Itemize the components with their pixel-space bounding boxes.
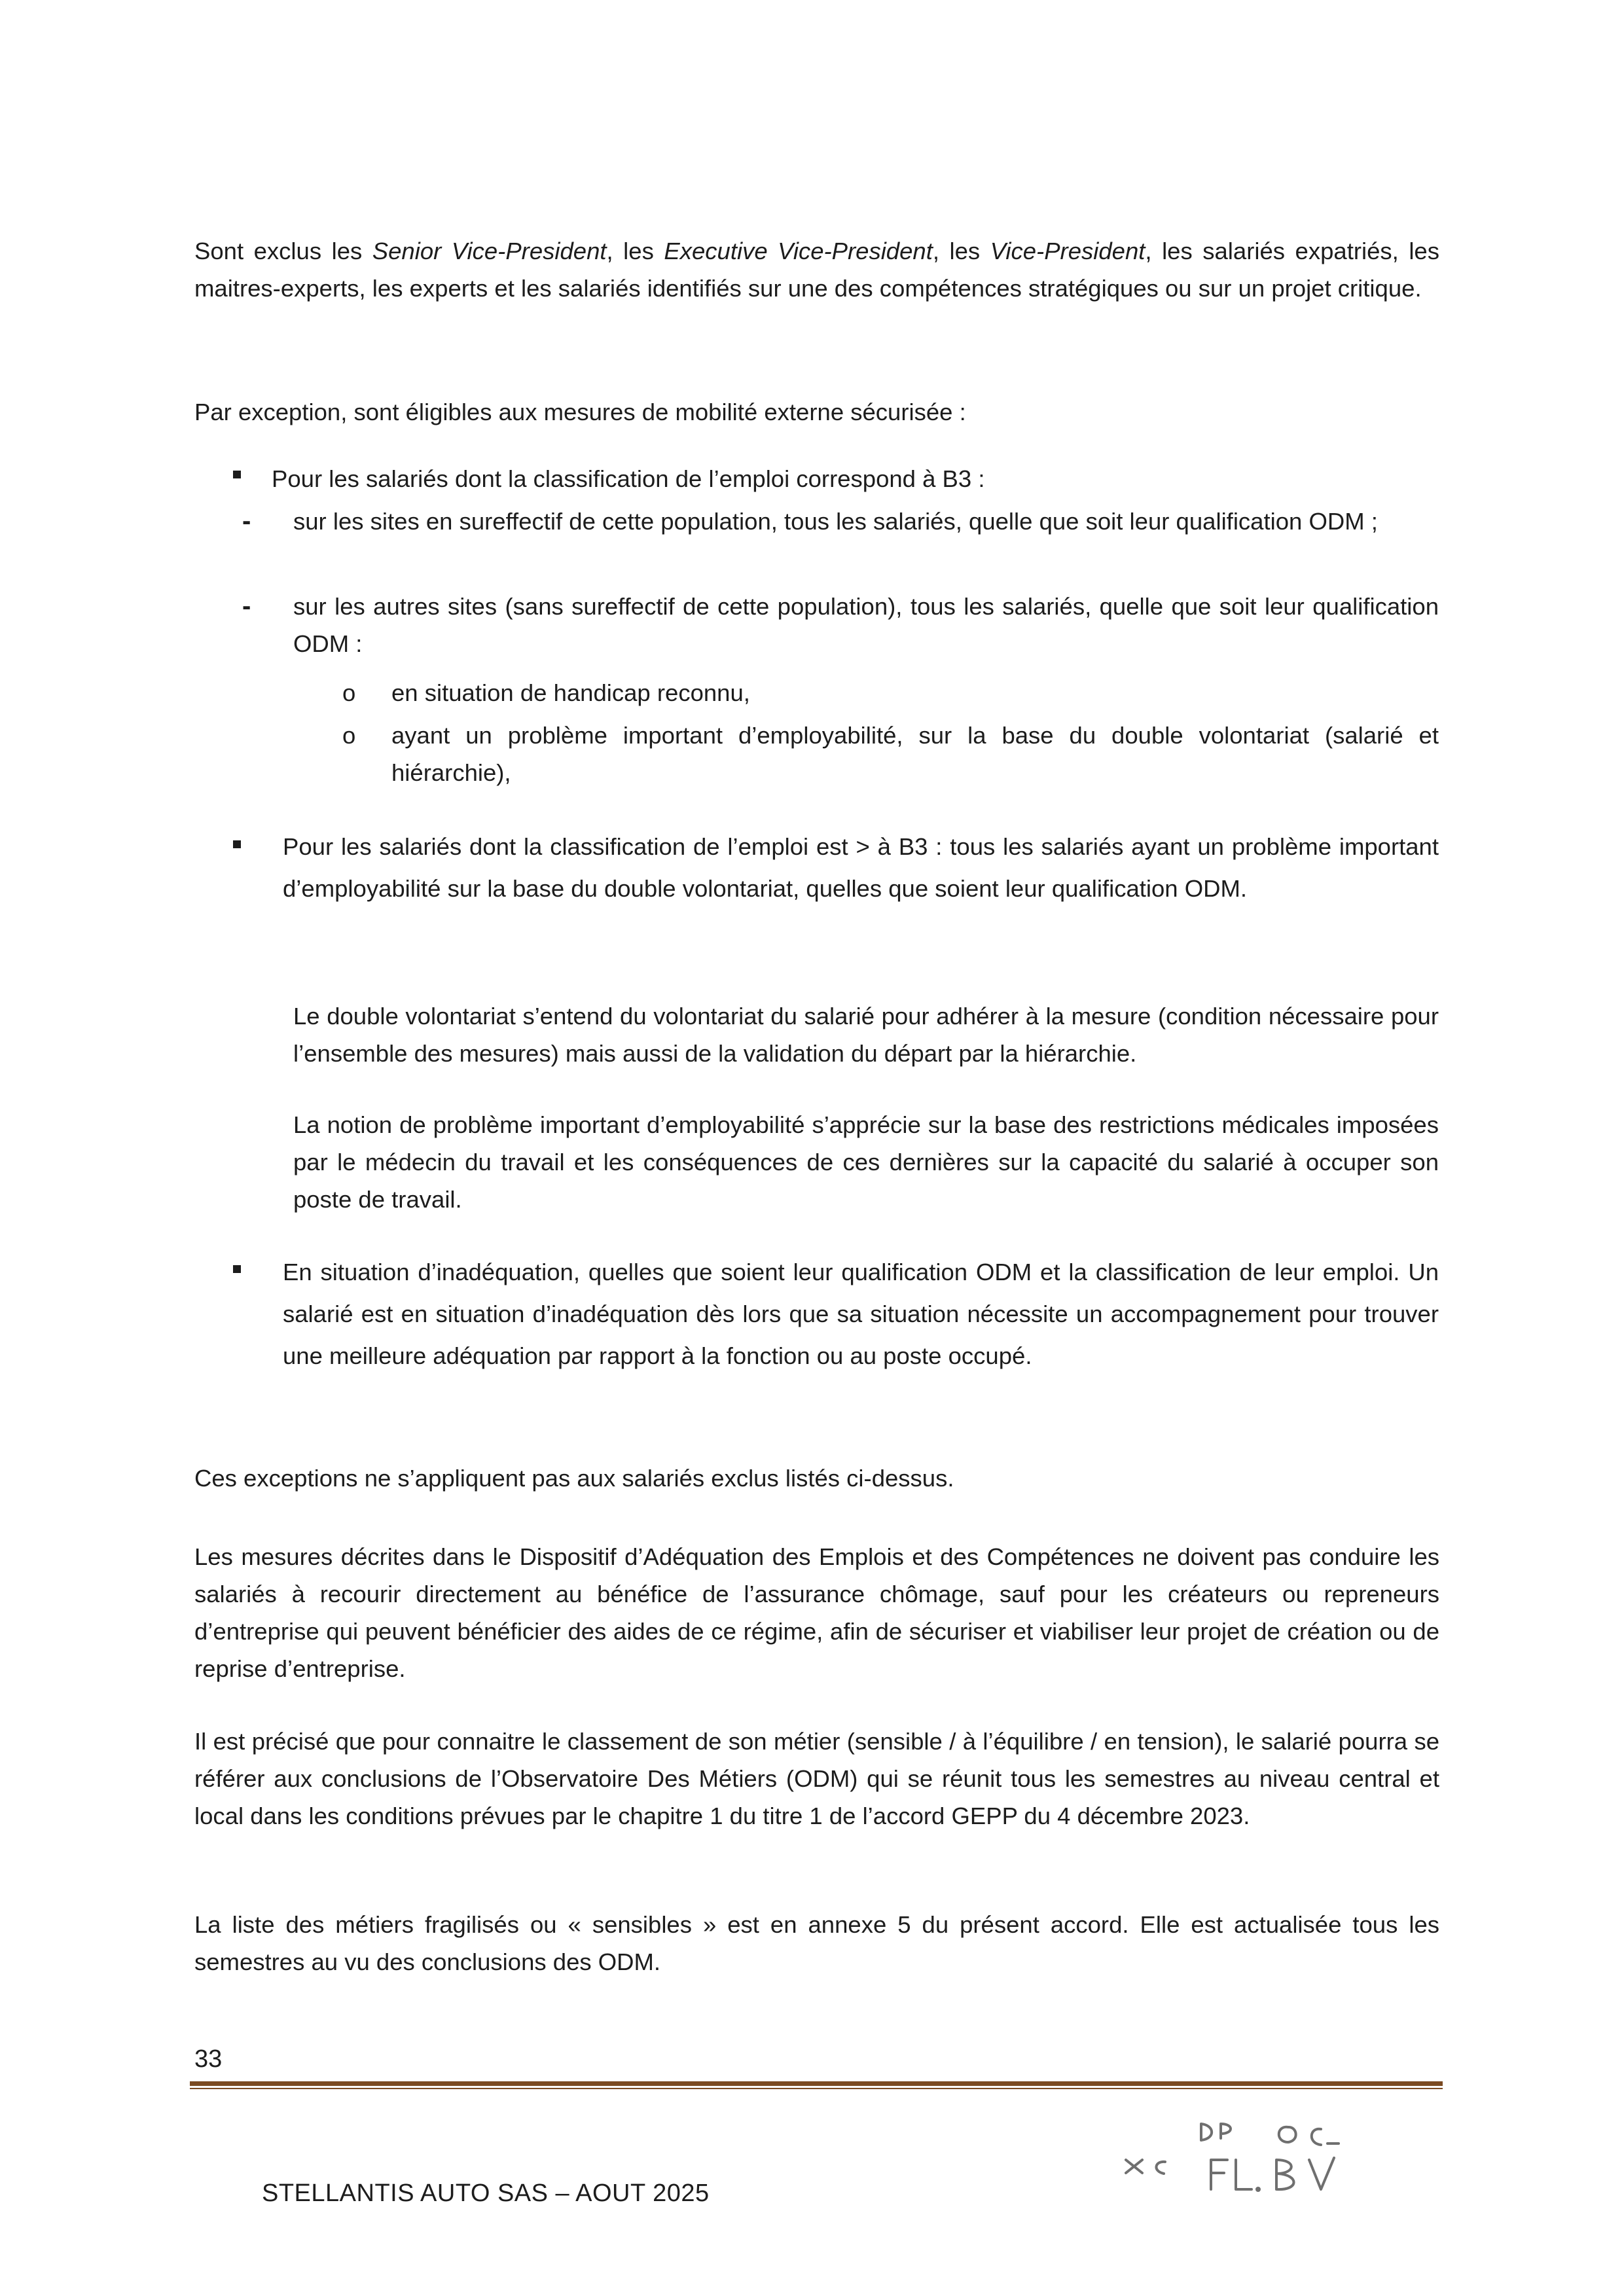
note-employability-problem: La notion de problème important d’employabilité s’apprécie sur la base des restrictions médicales imposées par le médecin du travail et les conséquences de ces dernières sur la capacité du salarié à occuper son poste de travail. <box>293 1111 1439 1213</box>
exceptions-note: Ces exceptions ne s’appliquent pas aux salariés exclus listés ci-dessus. <box>194 1465 954 1492</box>
footer-divider-thin <box>190 2088 1443 2089</box>
sub-sub-item-employability: ayant un problème important d’employabilité, sur la base du double volontariat (salarié et hiérarchie), <box>391 722 1439 786</box>
text-run: Sont exclus les <box>194 238 372 264</box>
text-run: , les salariés expatriés, les maitres-experts, les experts et les salariés identifiés sur une des compétences stratégiques ou sur un projet critique. <box>194 238 1439 302</box>
italic-term: Executive Vice-President <box>664 238 933 264</box>
bullet-above-b3: Pour les salariés dont la classification de l’emploi est > à B3 : tous les salariés ayant un problème important d’employabilité sur la base du double volontariat, quelles que soient leur qualification ODM. <box>283 833 1439 902</box>
bullet-b3-heading: Pour les salariés dont la classification de l’emploi correspond à B3 : <box>272 465 985 492</box>
italic-term: Vice-President <box>990 238 1146 264</box>
note-double-volontariat: Le double volontariat s’entend du volontariat du salarié pour adhérer à la mesure (condition nécessaire pour l’ensemble des mesures) mais aussi de la validation du départ par la hiérarchie. <box>293 1003 1439 1067</box>
fragile-jobs-paragraph: La liste des métiers fragilisés ou « sensibles » est en annexe 5 du présent accord. Elle est actualisée tous les semestres au vu des conclusions des ODM. <box>194 1911 1439 1975</box>
dash-bullet-icon: - <box>242 507 251 535</box>
sub-item-surplus-sites: sur les sites en sureffectif de cette population, tous les salariés, quelle que soit leur qualification ODM ; <box>293 508 1378 535</box>
footer-divider <box>190 2081 1443 2086</box>
footer-company-date: STELLANTIS AUTO SAS – AOUT 2025 <box>262 2179 710 2207</box>
daec-measures-paragraph: Les mesures décrites dans le Dispositif d’Adéquation des Emplois et des Compétences ne doivent pas conduire les salariés à recourir directement au bénéfice de l’assurance chômage, sauf pour les créateurs ou repreneurs d’entreprise qui peuvent bénéficier des aides de ce régime, afin de sécuriser et viabiliser leur projet de création ou de reprise d’entreprise. <box>194 1543 1439 1682</box>
signature-initials-icon <box>1113 2098 1375 2196</box>
bullet-inadequation: En situation d’inadéquation, quelles que soient leur qualification ODM et la classification de leur emploi. Un salarié est en situation d’inadéquation dès lors que sa situation nécessite un accompagnement pour trouver une meilleure adéquation par rapport à la fonction ou au poste occupé. <box>283 1259 1439 1369</box>
sub-item-other-sites: sur les autres sites (sans sureffectif de cette population), tous les salariés, quelle que soit leur qualification ODM : <box>293 593 1439 657</box>
odm-classification-paragraph: Il est précisé que pour connaitre le classement de son métier (sensible / à l’équilibre / en tension), le salarié pourra se référer aux conclusions de l’Observatoire Des Métiers (ODM) qui se réunit tous les semestres au niveau central et local dans les conditions prévues par le chapitre 1 du titre 1 de l’accord GEPP du 4 décembre 2023. <box>194 1728 1439 1829</box>
handwritten-initials <box>1113 2098 1375 2196</box>
text-run: , les <box>606 238 664 264</box>
text-run: , les <box>932 238 990 264</box>
page-number: 33 <box>194 2045 223 2073</box>
sub-sub-item-handicap: en situation de handicap reconnu, <box>391 679 750 706</box>
circle-bullet-icon: o <box>342 679 356 706</box>
exception-intro: Par exception, sont éligibles aux mesures de mobilité externe sécurisée : <box>194 399 966 425</box>
excluded-paragraph <box>194 232 1439 307</box>
square-bullet-icon <box>233 1265 241 1273</box>
square-bullet-icon <box>233 840 241 848</box>
italic-term: Senior Vice-President <box>372 238 607 264</box>
dash-bullet-icon: - <box>242 592 251 620</box>
square-bullet-icon <box>233 471 241 478</box>
circle-bullet-icon: o <box>342 722 356 749</box>
